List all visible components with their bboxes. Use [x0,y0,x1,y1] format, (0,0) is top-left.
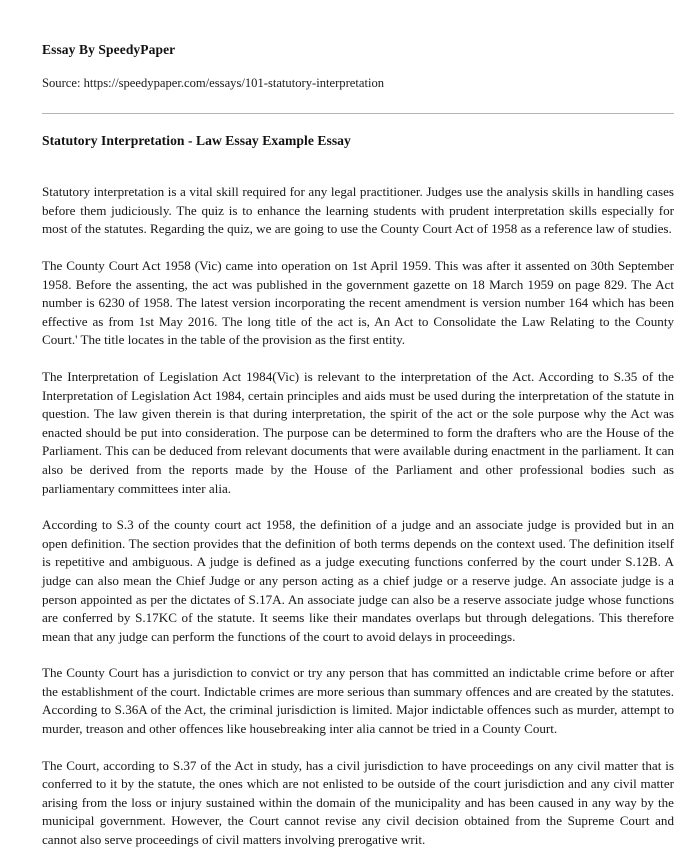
body-paragraph: The County Court has a jurisdiction to convict or try any person that has committed an indictable crime before or after the establishment of the court. Indictable crimes are more serious than summary offences and are created by the statutes. According to S.36A of the Act, the criminal jurisdiction is limited. Major indictable offences such as murder, attempt to murder, treason and other offences like housebreaking inter alia cannot be tried in a County Court. [42,665,674,737]
body-paragraph: Statutory interpretation is a vital skill required for any legal practitioner. Judges use the analysis skills in handling cases before them judiciously. The quiz is to enhance the learning students with prudent interpretation skills especially for most of the statutes. Regarding the quiz, we are going to use the County Court Act of 1958 as a reference law of studies. [42,184,674,237]
source-url-line: Source: https://speedypaper.com/essays/101-statutory-interpretation [42,76,385,91]
body-paragraph: The Interpretation of Legislation Act 1984(Vic) is relevant to the interpretation of the Act. According to S.35 of the Interpretation of Legislation Act 1984, certain principles and aids must be used during the interpretation of the statute in question. The law given therein is that during interpretation, the spirit of the act or the sole purpose why the Act was enacted should be put into consideration. The purpose can be determined to form the drafters who are the House of the Parliament. This can be deduced from relevant documents that were available during enactment in the parliament. It can also be derived from the reports made by the House of the Parliament and other professional bodies such as parliamentary committees inter alia. [42,368,674,496]
body-paragraph: According to S.3 of the county court act 1958, the definition of a judge and an associate judge is provided but in an open definition. The section provides that the definition of both terms depends on the context used. The definition itself is repetitive and ambiguous. A judge is defined as a judge executing functions conferred by the court under S.12B. A judge can also mean the Chief Judge or any person acting as a chief judge or a reserve judge. An associate judge is a person appointed as per the dictates of S.17A. An associate judge can also be a reserve associate judge whose functions are conferred by S.17KC of the statute. It seems like their mandates overlaps but through delegations. This therefore mean that any judge can perform the functions of the court to avoid delays in proceedings. [42,517,674,644]
page-title: Statutory Interpretation - Law Essay Example Essay [42,132,351,148]
brand-heading: Essay By SpeedyPaper [42,42,176,57]
essay-body [42,183,674,849]
body-paragraph: The Court, according to S.37 of the Act in study, has a civil jurisdiction to have proceedings on any civil matter that is conferred to it by the statute, the ones which are not enlisted to be outside of the court jurisdiction and any civil matter arising from the loss or injury sustained within the domain of the municipality and has been caused in any way by the municipal government. However, the Court cannot revise any civil decision obtained from the Supreme Court and cannot also serve proceedings of civil matters involving prerogative writ. [42,757,674,848]
header-divider [42,113,674,114]
body-paragraph: The County Court Act 1958 (Vic) came into operation on 1st April 1959. This was after it assented on 30th September 1958. Before the assenting, the act was published in the government gazette on 18 March 1959 on page 829. The Act number is 6230 of 1958. The latest version incorporating the recent amendment is version number 164 which has been effective as from 1st May 2016. The long title of the act is, An Act to Consolidate the Law Relating to the County Court.' The title locates in the table of the provision as the first entity. [42,258,674,348]
